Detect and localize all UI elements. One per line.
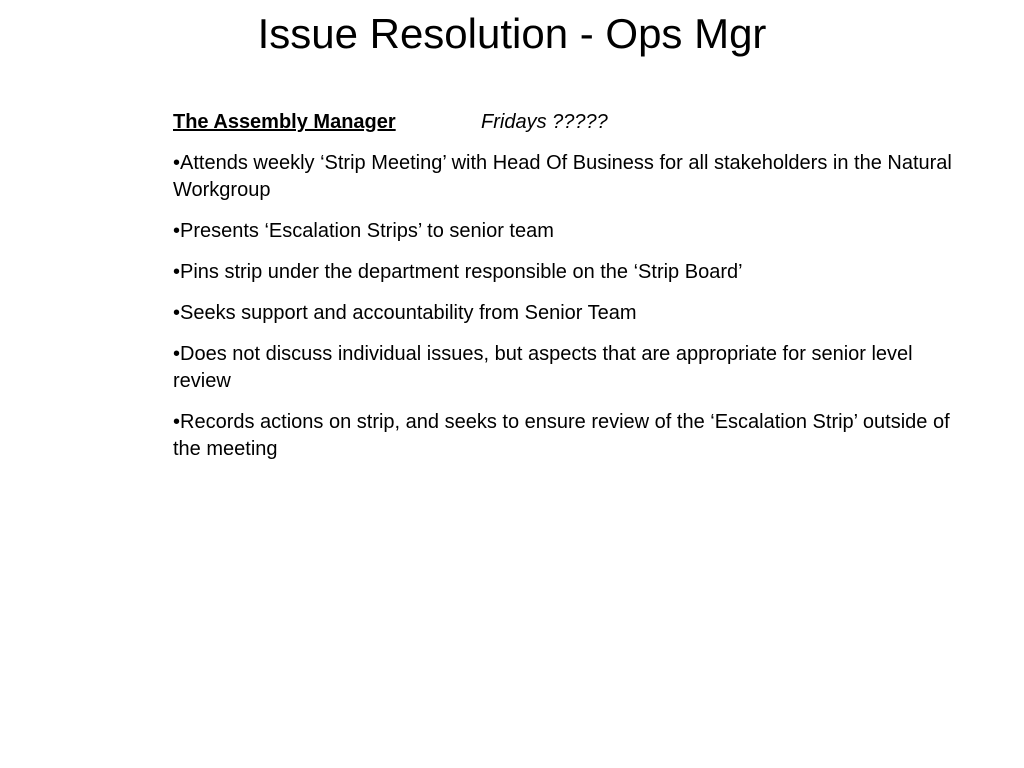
bullet-item: •Does not discuss individual issues, but aspects that are appropriate for senior level review bbox=[173, 343, 913, 392]
role-heading-line bbox=[173, 109, 958, 136]
slide-title: Issue Resolution - Ops Mgr bbox=[257, 10, 767, 57]
bullet-list bbox=[173, 150, 958, 463]
bullet-item: •Records actions on strip, and seeks to ensure review of the ‘Escalation Strip’ outside of the meeting bbox=[173, 411, 950, 460]
role-heading: The Assembly Manager bbox=[173, 111, 396, 133]
bullet-item: •Presents ‘Escalation Strips’ to senior team bbox=[173, 220, 554, 242]
bullet-item: •Attends weekly ‘Strip Meeting’ with Head Of Business for all stakeholders in the Natural Workgroup bbox=[173, 152, 952, 201]
schedule-note: Fridays ????? bbox=[481, 111, 608, 133]
slide-content bbox=[173, 109, 958, 477]
bullet-item: •Pins strip under the department responsible on the ‘Strip Board’ bbox=[173, 261, 743, 283]
bullet-item: •Seeks support and accountability from Senior Team bbox=[173, 302, 637, 324]
